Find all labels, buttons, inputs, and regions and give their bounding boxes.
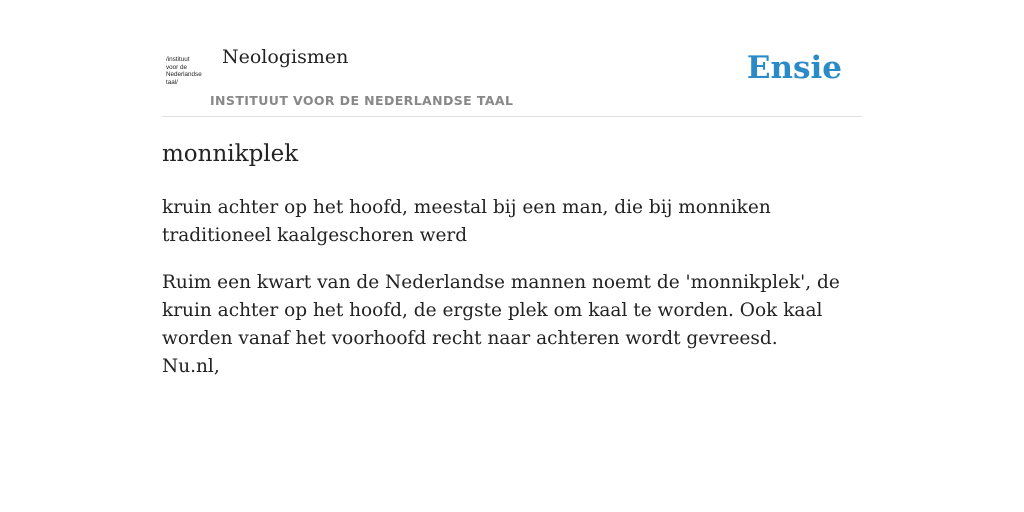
entry-content — [162, 138, 852, 381]
header — [162, 40, 862, 117]
institute-name: INSTITUUT VOOR DE NEDERLANDSE TAAL — [210, 93, 514, 108]
entry-term: monnikplek — [162, 141, 299, 167]
entry-source: Nu.nl, — [162, 356, 220, 377]
entry-definition: kruin achter op het hoofd, meestal bij een man, die bij monniken traditioneel kaalgeschoren werd — [162, 197, 771, 246]
site-name[interactable]: Neologismen — [222, 46, 349, 68]
ensie-logo-link[interactable]: Ensie — [746, 50, 842, 86]
ivdnt-logo[interactable]: /instituut voor de Nederlandse taal/ — [166, 56, 202, 86]
entry-example: Ruim een kwart van de Nederlandse mannen noemt de 'monnikplek', de kruin achter op het hoofd, de ergste plek om kaal te worden. Ook kaal worden vanaf het voorhoofd recht naar achteren wordt gevreesd. — [162, 272, 840, 349]
